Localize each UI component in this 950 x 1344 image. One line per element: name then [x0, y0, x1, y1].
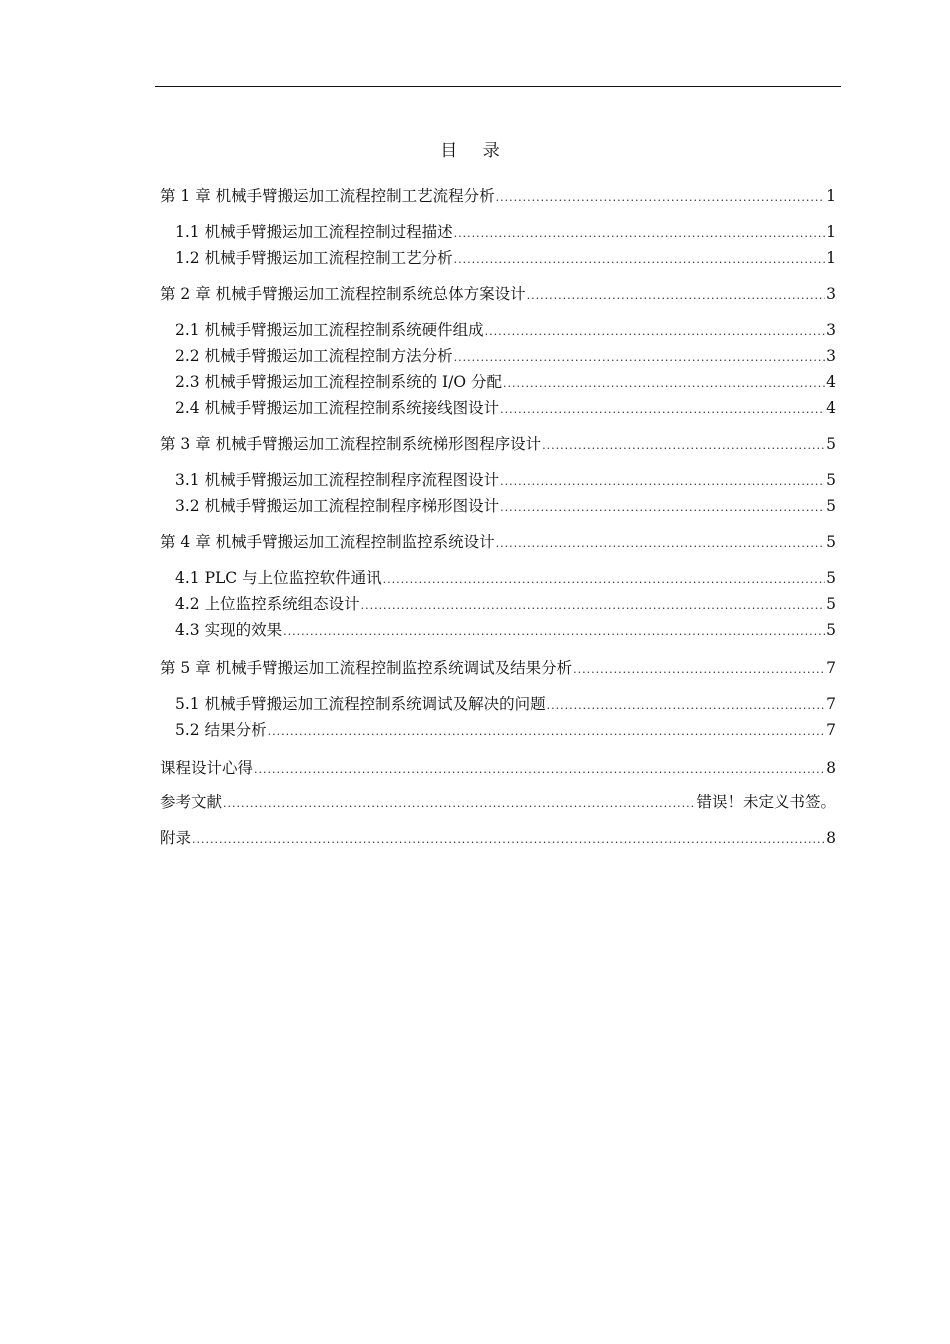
toc-leader-dots	[573, 663, 825, 676]
toc-title: 目 录	[440, 141, 510, 161]
toc-leader-dots	[500, 403, 825, 416]
toc-entry-text: 5.2 结果分析	[175, 721, 267, 739]
toc-leader-dots	[254, 763, 825, 776]
toc-entry-text: 第 3 章 机械手臂搬运加工流程控制系统梯形图程序设计	[160, 435, 542, 453]
toc-entry[interactable]	[175, 566, 836, 588]
toc-page-number: 错误！未定义书签。	[696, 793, 836, 811]
toc-entry[interactable]	[175, 468, 836, 490]
toc-entry-text: 3.2 机械手臂搬运加工流程控制程序梯形图设计	[175, 497, 500, 515]
toc-page-number: 3	[826, 285, 836, 303]
toc-leader-dots	[547, 699, 826, 712]
toc-entry[interactable]	[175, 370, 836, 392]
toc-page-number: 7	[826, 695, 836, 713]
toc-entry-text: 5.1 机械手臂搬运加工流程控制系统调试及解决的问题	[175, 695, 546, 713]
toc-entry[interactable]	[175, 344, 836, 366]
toc-entry[interactable]	[160, 656, 836, 678]
toc-entry-text: 1.1 机械手臂搬运加工流程控制过程描述	[175, 223, 453, 241]
toc-entry[interactable]	[175, 618, 836, 640]
toc-page-number: 7	[826, 721, 836, 739]
toc-entry-text: 课程设计心得	[160, 759, 254, 777]
toc-leader-dots	[503, 377, 825, 390]
toc-leader-dots	[542, 439, 825, 452]
toc-leader-dots	[454, 351, 826, 364]
toc-page-number: 5	[826, 533, 836, 551]
toc-page-number: 3	[826, 321, 836, 339]
toc-entry[interactable]	[175, 246, 836, 268]
toc-entry-text: 1.2 机械手臂搬运加工流程控制工艺分析	[175, 249, 453, 267]
toc-entry[interactable]	[160, 756, 836, 778]
toc-page-number: 5	[826, 569, 836, 587]
toc-page-number: 1	[826, 249, 836, 267]
toc-page-number: 1	[826, 187, 836, 205]
toc-page-number: 8	[826, 759, 836, 777]
toc-entry-text: 2.4 机械手臂搬运加工流程控制系统接线图设计	[175, 399, 500, 417]
toc-page-number: 5	[826, 595, 836, 613]
toc-entry[interactable]	[160, 432, 836, 454]
toc-page-number: 8	[826, 829, 836, 847]
toc-entry[interactable]	[160, 826, 836, 848]
header-rule	[155, 86, 841, 87]
toc-leader-dots	[383, 573, 826, 586]
toc-leader-dots	[527, 289, 825, 302]
toc-page-number: 5	[826, 621, 836, 639]
toc-entry-text: 第 4 章 机械手臂搬运加工流程控制监控系统设计	[160, 533, 495, 551]
toc-leader-dots	[485, 325, 826, 338]
toc-entry-text: 参考文献	[160, 793, 223, 811]
toc-entry[interactable]	[175, 220, 836, 242]
toc-leader-dots	[283, 625, 825, 638]
toc-entry-text: 4.3 实现的效果	[175, 621, 283, 639]
toc-page-number: 4	[826, 373, 836, 391]
toc-page-number: 4	[826, 399, 836, 417]
toc-leader-dots	[361, 599, 826, 612]
toc-entry[interactable]	[175, 396, 836, 418]
toc-entry-text: 3.1 机械手臂搬运加工流程控制程序流程图设计	[175, 471, 500, 489]
toc-entry[interactable]	[175, 718, 836, 740]
toc-page-number: 3	[826, 347, 836, 365]
toc-entry-text: 4.2 上位监控系统组态设计	[175, 595, 360, 613]
toc-leader-dots	[223, 797, 695, 810]
toc-page-number: 1	[826, 223, 836, 241]
toc-entry-text: 第 1 章 机械手臂搬运加工流程控制工艺流程分析	[160, 187, 495, 205]
toc-entry[interactable]	[160, 790, 836, 812]
toc-leader-dots	[496, 191, 825, 204]
toc-page-number: 5	[826, 435, 836, 453]
toc-entry[interactable]	[160, 530, 836, 552]
toc-leader-dots	[500, 475, 825, 488]
toc-entry[interactable]	[175, 592, 836, 614]
toc-entry-text: 第 2 章 机械手臂搬运加工流程控制系统总体方案设计	[160, 285, 526, 303]
toc-entry[interactable]	[160, 184, 836, 206]
toc-entry[interactable]	[175, 318, 836, 340]
toc-entry-text: 第 5 章 机械手臂搬运加工流程控制监控系统调试及结果分析	[160, 659, 573, 677]
toc-entry-text: 附录	[160, 829, 192, 847]
toc-entry-text: 2.3 机械手臂搬运加工流程控制系统的 I/O 分配	[175, 373, 502, 391]
toc-leader-dots	[454, 253, 826, 266]
toc-leader-dots	[192, 833, 825, 846]
toc-page-number: 7	[826, 659, 836, 677]
toc-entry-text: 4.1 PLC 与上位监控软件通讯	[175, 569, 382, 587]
toc-leader-dots	[496, 537, 825, 550]
toc-page-number: 5	[826, 471, 836, 489]
toc-leader-dots	[454, 227, 826, 240]
toc-entry[interactable]	[175, 692, 836, 714]
toc-entry-text: 2.2 机械手臂搬运加工流程控制方法分析	[175, 347, 453, 365]
toc-entry-text: 2.1 机械手臂搬运加工流程控制系统硬件组成	[175, 321, 484, 339]
toc-leader-dots	[500, 501, 825, 514]
toc-entry[interactable]	[160, 282, 836, 304]
toc-entry[interactable]	[175, 494, 836, 516]
toc-page-number: 5	[826, 497, 836, 515]
toc-leader-dots	[268, 725, 826, 738]
